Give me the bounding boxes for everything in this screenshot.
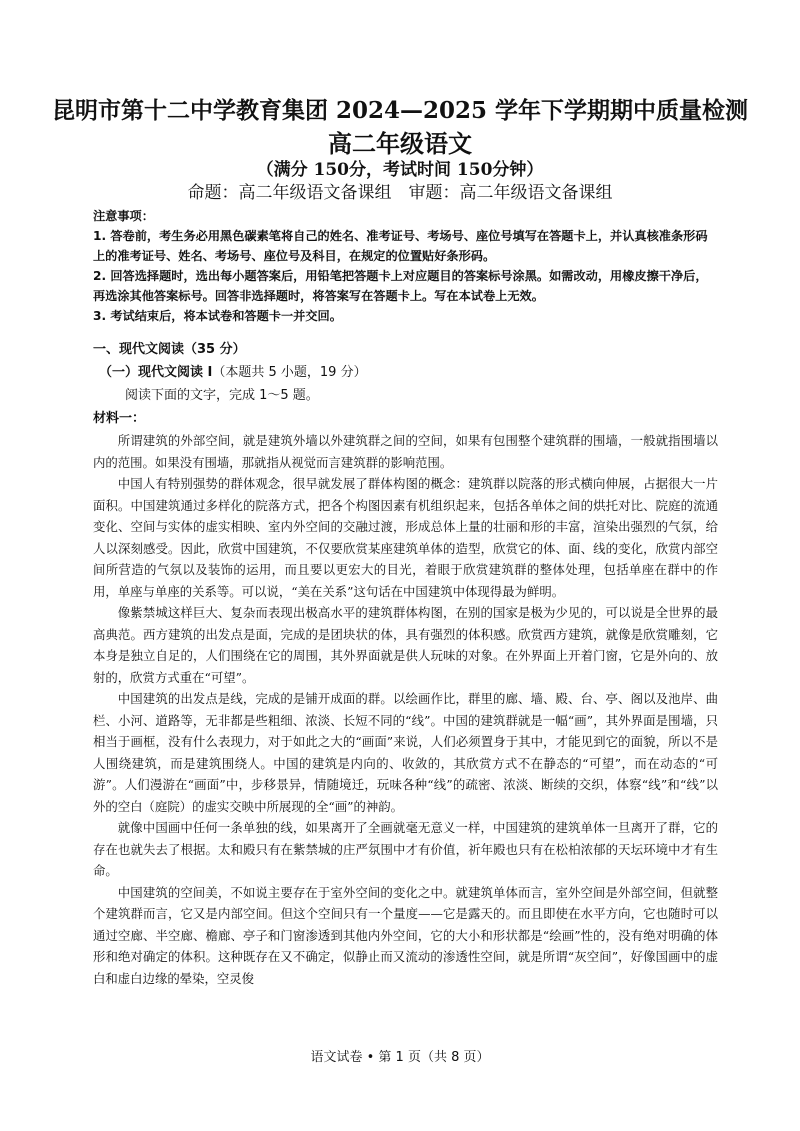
notes-item: 2. 回答选择题时，选出每小题答案后，用铅笔把答题卡上对应题目的答案标号涂黑。如需改动，用橡皮擦干净后，再选涂其他答案标号。回答非选择题时，将答案写在答题卡上。写在本试卷上无效。 bbox=[93, 269, 708, 303]
passage-paragraph: 就像中国画中任何一条单独的线，如果离开了全画就毫无意义一样，中国建筑的建筑单体一旦离开了群，它的存在也就失去了根据。太和殿只有在紫禁城的庄严氛围中才有价值，祈年殿也只有在松柏浓郁的天坛环境中才有生命。 bbox=[93, 820, 718, 878]
notes-heading: 注意事项： bbox=[93, 209, 154, 223]
material-label: 材料一： bbox=[93, 411, 146, 426]
page-footer: 语文试卷 • 第 1 页（共 8 页） bbox=[310, 1050, 490, 1065]
passage-paragraph: 所谓建筑的外部空间，就是建筑外墙以外建筑群之间的空间，如果有包围整个建筑群的围墙，一般就指围墙以内的范围。如果没有围墙，那就指从视觉而言建筑群的影响范围。 bbox=[93, 433, 718, 470]
reading-instruction: 阅读下面的文字，完成 1～5 题。 bbox=[125, 388, 319, 403]
score-time: （满分 150分，考试时间 150分钟） bbox=[256, 160, 544, 180]
passage-paragraph: 中国建筑的出发点是线，完成的是铺开成面的群。以绘画作比，群里的廊、墙、殿、台、亭、阁以及池岸、曲栏、小河、道路等，无非都是些粗细、浓淡、长短不同的“线”。中国的建筑群就是一幅“画”，其外界面是围墙，只相当于画框，没有什么表现力，对于如此之大的“画面”来说，人们必须置身于其中，才能见到它的面貌，所以不是人围绕建筑，而是建筑围绕人。中国的建筑是内向的、收敛的，其欣赏方式不在静态的“可望”，而在动态的“可游”。人们漫游在“画面”中，步移景异，情随境迁，玩味各种“线”的疏密、浓淡、断续的交织，体察“线”和“线”以外的空白（庭院）的虚实交映中所展现的全“画”的神韵。 bbox=[93, 691, 718, 814]
passage-paragraph: 中国人有特别强势的群体观念，很早就发展了群体构图的概念：建筑群以院落的形式横向伸展，占据很大一片面积。中国建筑通过多样化的院落方式，把各个构图因素有机组织起来，包括各单体之间的烘托对比、院庭的流通变化、空间与实体的虚实相映、室内外空间的交融过渡，形成总体上量的壮丽和形的丰富，渲染出强烈的气氛，给人以深刻感受。因此，欣赏中国建筑，不仅要欣赏某座建筑单体的造型，欣赏它的体、面、线的变化，欣赏内部空间所营造的气氛以及装饰的运用，而且要以更宏大的目光，着眼于欣赏建筑群的整体处理，包括单座在群中的作用，单座与单座的关系等。可以说，“美在关系”这句话在中国建筑中体现得最为鲜明。 bbox=[93, 476, 718, 599]
passage-paragraph: 中国建筑的空间美，不如说主要存在于室外空间的变化之中。就建筑单体而言，室外空间是外部空间，但就整个建筑群而言，它又是内部空间。但这个空间只有一个量度——它是露天的。而且即使在水平方向，它也随时可以通过空廊、半空廊、檐廊、亭子和门窗渗透到其他内外空间，它的大小和形状都是“绘画”性的，没有绝对明确的体形和绝对确定的体积。这种既存在又不确定，似静止而又流动的渗透性空间，就是所谓“灰空间”，好像国画中的虚白和虚白边缘的晕染，空灵俊 bbox=[93, 884, 718, 986]
exam-title: 昆明市第十二中学教育集团 2024—2025 学年下学期期中质量检测 bbox=[51, 97, 749, 124]
subsection-title bbox=[99, 361, 724, 380]
notes-item: 1. 答卷前，考生务必用黑色碳素笔将自己的姓名、准考证号、考场号、座位号填写在答题卡上，并认真核准条形码上的准考证号、姓名、考场号、座位号及科目，在规定的位置贴好条形码。 bbox=[93, 229, 708, 263]
exam-subject: 高二年级语文 bbox=[328, 129, 472, 158]
passage-paragraph: 像紫禁城这样巨大、复杂而表现出极高水平的建筑群体构图，在别的国家是极为少见的，可以说是全世界的最高典范。西方建筑的出发点是面，完成的是团块状的体，具有强烈的体积感。欣赏西方建筑，就像是欣赏雕刻，它本身是独立自足的，人们围绕在它的周围，其外界面就是供人玩味的对象。在外界面上开着门窗，它是外向的、放射的，欣赏方式重在“可望”。 bbox=[93, 605, 718, 685]
reading-passage bbox=[93, 430, 718, 989]
authors-line: 命题：高二年级语文备课组 审题：高二年级语文备课组 bbox=[187, 183, 613, 203]
subsection-title-rest: （本题共 5 小题，19 分） bbox=[212, 365, 367, 380]
subsection-title-bold: （一）现代文阅读 I bbox=[99, 365, 213, 380]
exam-notes bbox=[93, 206, 718, 326]
notes-item: 3. 考试结束后，将本试卷和答题卡一并交回。 bbox=[93, 309, 342, 323]
section-title: 一、现代文阅读（35 分） bbox=[93, 342, 246, 357]
